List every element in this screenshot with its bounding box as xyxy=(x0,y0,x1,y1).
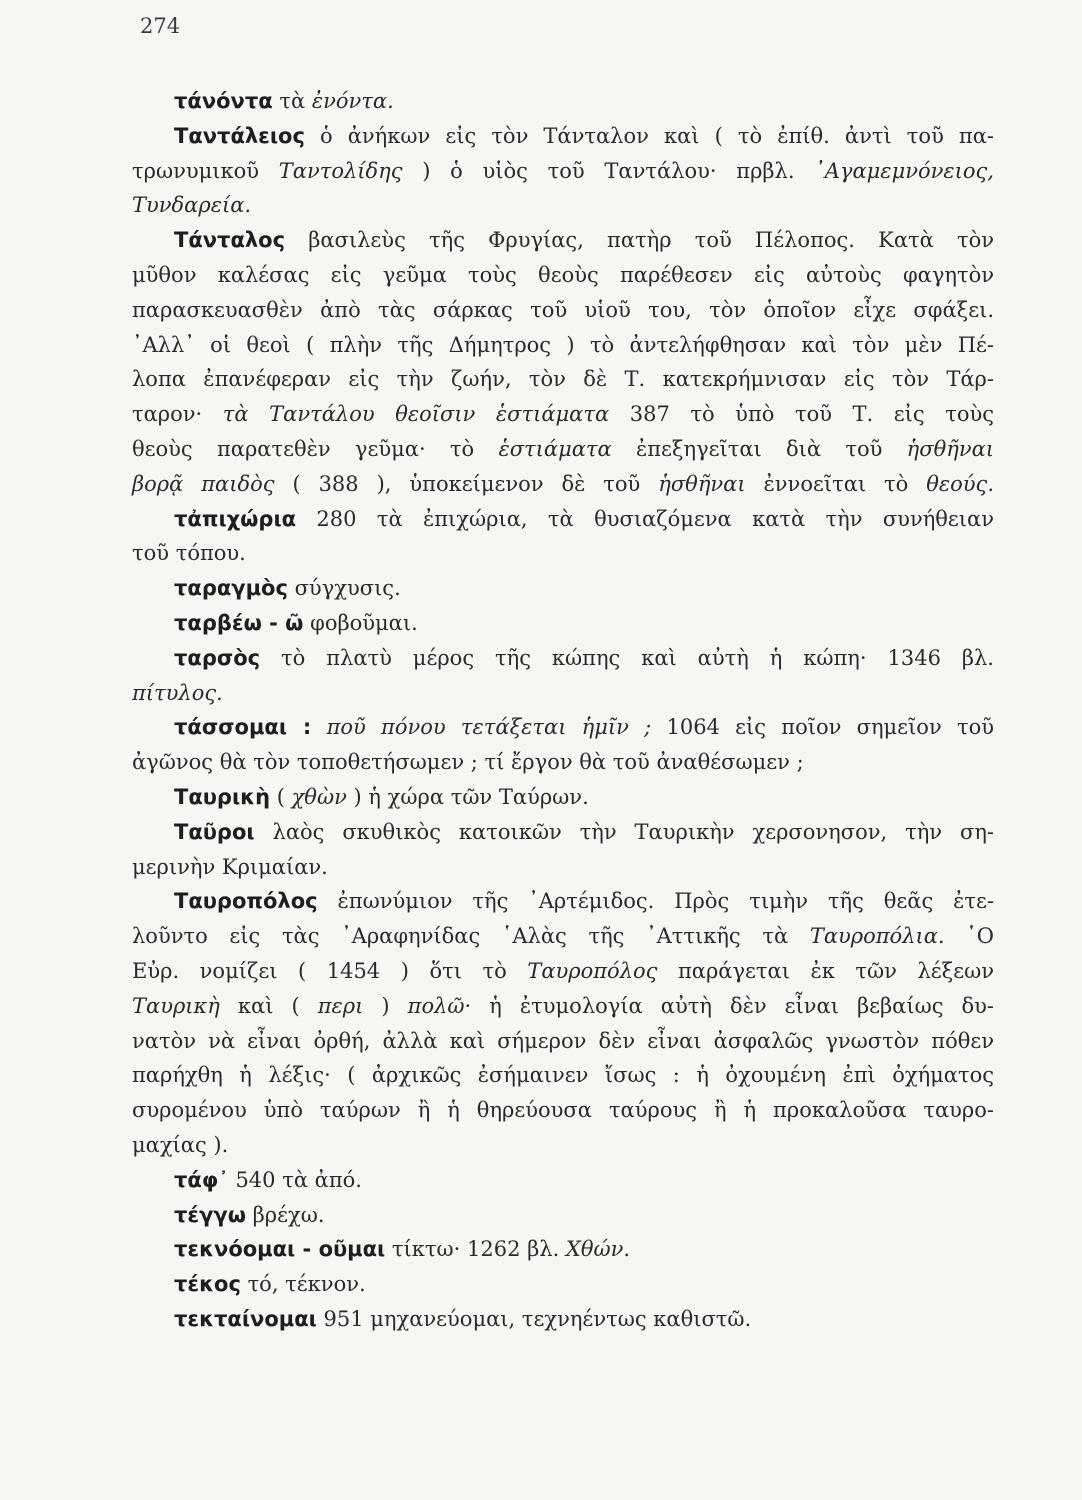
line-text: λαὸς σκυθικὸς κατοικῶν τὴν Ταυρικὴν χερσονησον, τὴν ση- xyxy=(254,819,994,844)
text-line xyxy=(132,884,994,919)
line-text: ) ἡ χώρα τῶν Ταύρων. xyxy=(346,784,589,809)
text-line xyxy=(132,1267,994,1302)
line-text: ἐννοεῖται τὸ xyxy=(745,471,927,496)
line-text: 387 τὸ ὑπὸ τοῦ Τ. εἰς τοὺς xyxy=(609,402,995,427)
text-line xyxy=(132,258,994,293)
line-text: λοπα ἐπανέφεραν εἰς τὴν ζωήν, τὸν δὲ Τ. κατεκρήμνισαν εἰς τὸν Τάρ- xyxy=(132,367,994,392)
text-line xyxy=(132,850,994,885)
headword: ταρβέω - ῶ xyxy=(174,610,304,635)
line-text: ἐπεξηγεῖται διὰ τοῦ xyxy=(611,436,907,461)
text-line xyxy=(132,362,994,397)
line-text: φοβοῦμαι. xyxy=(303,610,418,635)
italic-text: Ταυρικὴ xyxy=(132,993,220,1018)
italic-text: Ταυροπόλος xyxy=(527,958,658,983)
italic-text: περι xyxy=(317,993,364,1018)
italic-text: ᾿Αγαμεμνόνειος, xyxy=(814,158,994,183)
line-text: 540 τὰ ἀπό. xyxy=(228,1167,362,1192)
text-line xyxy=(132,328,994,363)
italic-text: Ταυροπόλια. xyxy=(809,924,945,949)
line-text: τὰ xyxy=(272,89,312,113)
line-text: συρομένου ὑπὸ ταύρων ἢ ἡ θηρεύουσα ταύρους ἢ ἡ προκαλοῦσα ταυρο- xyxy=(132,1098,994,1123)
italic-text: Χθών. xyxy=(565,1237,631,1262)
text-line xyxy=(132,119,994,154)
italic-text: ἡσθῆναι xyxy=(658,471,746,496)
text-line xyxy=(132,1232,994,1267)
line-text xyxy=(311,715,326,739)
headword: ταραγμὸς xyxy=(174,576,288,601)
text-line xyxy=(132,710,994,745)
italic-text: ἑστιάματα xyxy=(498,436,612,461)
headword: τεκνόομαι - οῦμαι xyxy=(174,1237,386,1262)
text-line xyxy=(132,780,994,815)
line-text: 1064 εἰς ποῖον σημεῖον τοῦ xyxy=(651,715,994,740)
line-text: ἀγῶνος θὰ τὸν τοποθετήσωμεν ; τί ἔργον θὰ τοῦ ἀναθέσωμεν ; xyxy=(132,750,804,775)
line-text: ) xyxy=(363,993,408,1018)
italic-text: Ταντολίδης xyxy=(278,158,403,183)
text-line xyxy=(132,919,994,954)
text-line xyxy=(132,954,994,989)
text-line xyxy=(132,815,994,850)
line-text: βασιλεὺς τῆς Φρυγίας, πατὴρ τοῦ Πέλοπος. Κατὰ τὸν xyxy=(285,228,994,253)
line-text: ὁ ἀνήκων εἰς τὸν Τάνταλον καὶ ( τὸ ἐπίθ. ἀντὶ τοῦ πα- xyxy=(304,123,994,148)
text-line xyxy=(132,1198,994,1233)
italic-text: βορᾷ παιδὸς xyxy=(132,471,275,496)
line-text: ) ὁ υἱὸς τοῦ Ταντάλου· πρβλ. xyxy=(402,158,815,183)
line-text: τό, τέκνον. xyxy=(240,1272,366,1297)
line-text: μῦθον καλέσας εἰς γεῦμα τοὺς θεοὺς παρέθεσεν εἰς αὐτοὺς φαγητὸν xyxy=(132,262,994,287)
italic-text: ποῦ πόνου τετάξεται ἡμῖν ; xyxy=(326,715,652,740)
italic-text: τὰ Ταντάλου θεοῖσιν ἑστιάματα xyxy=(222,402,610,427)
text-line xyxy=(132,1058,994,1093)
line-text: ( xyxy=(270,784,292,809)
headword: Ταῦροι xyxy=(174,819,255,844)
line-text: ᾿Αλλ᾿ οἱ θεοὶ ( πλὴν τῆς Δήμητρος ) τὸ ἀντελήφθησαν καὶ τὸν μὲν Πέ- xyxy=(132,332,994,357)
text-line xyxy=(132,676,994,711)
line-text: μαχίας ). xyxy=(132,1132,229,1157)
headword: τάνόντα xyxy=(174,89,273,113)
text-line xyxy=(132,1024,994,1059)
line-text: παράγεται ἐκ τῶν λέξεων xyxy=(657,958,994,983)
text-line xyxy=(132,745,994,780)
headword: τέκος xyxy=(174,1272,241,1297)
text-line xyxy=(132,1163,994,1198)
line-text: ῾Ο xyxy=(944,924,994,949)
line-text: τοῦ τόπου. xyxy=(132,541,246,566)
line-text: νατὸν νὰ εἶναι ὀρθή, ἀλλὰ καὶ σήμερον δὲν εἶναι ἀσφαλῶς γνωστὸν πόθεν xyxy=(132,1028,994,1053)
text-line xyxy=(132,1128,994,1163)
line-text: τίκτω· 1262 βλ. xyxy=(385,1237,566,1262)
line-text: σύγχυσις. xyxy=(287,576,401,601)
headword: Ταυροπόλος xyxy=(174,889,318,914)
text-line xyxy=(132,84,994,119)
text-line xyxy=(132,641,994,676)
line-text: τρωνυμικοῦ xyxy=(132,158,279,183)
headword: Ταυρικὴ xyxy=(174,784,271,809)
italic-text: ἡσθῆναι xyxy=(906,436,994,461)
headword: Ταντάλειος xyxy=(174,123,305,148)
headword: τἀπιχώρια xyxy=(174,506,297,531)
italic-text: πολῶ· xyxy=(407,993,472,1018)
headword: ταρσὸς xyxy=(174,645,261,670)
text-line xyxy=(132,293,994,328)
line-text: βρέχω. xyxy=(245,1202,325,1227)
headword: Τάνταλος xyxy=(174,228,286,253)
text-line xyxy=(132,223,994,258)
text-line xyxy=(132,989,994,1024)
text-line xyxy=(132,606,994,641)
line-text: λοῦντο εἰς τὰς ᾿Αραφηνίδας ῾Αλὰς τῆς ᾿Αττικῆς τὰ xyxy=(132,924,810,949)
line-text: 280 τὰ ἐπιχώρια, τὰ θυσιαζόμενα κατὰ τὴν συνήθειαν xyxy=(296,506,994,531)
headword: τεκταίνομαι xyxy=(174,1306,317,1331)
text-line xyxy=(132,154,994,189)
text-line xyxy=(132,397,994,432)
text-line xyxy=(132,188,994,223)
italic-text: ἐνόντα. xyxy=(311,89,394,113)
line-text: παρήχθη ἡ λέξις· ( ἀρχικῶς ἐσήμαινεν ἴσως : ἡ ὀχουμένη ἐπὶ ὀχήματος xyxy=(132,1063,994,1088)
text-line xyxy=(132,536,994,571)
line-text: ἡ ἐτυμολογία αὐτὴ δὲν εἶναι βεβαίως δυ- xyxy=(471,993,994,1018)
line-text: θεοὺς παρατεθὲν γεῦμα· τὸ xyxy=(132,436,499,461)
line-text: μερινὴν Κριμαίαν. xyxy=(132,854,328,879)
line-text: ταρον· xyxy=(132,402,223,427)
italic-text: Τυνδαρεία. xyxy=(132,193,252,218)
text-line xyxy=(132,1093,994,1128)
line-text: ( 388 ), ὑποκείμενον δὲ τοῦ xyxy=(274,471,659,496)
line-text: παρασκευασθὲν ἀπὸ τὰς σάρκας τοῦ υἱοῦ του, τὸν ὁποῖον εἶχε σφάξει. xyxy=(132,297,994,322)
headword: τέγγω xyxy=(174,1202,246,1227)
dictionary-text xyxy=(132,84,994,1337)
line-text: καὶ ( xyxy=(219,993,318,1018)
line-text: Εὐρ. νομίζει ( 1454 ) ὅτι τὸ xyxy=(132,958,528,983)
headword: τάσσομαι : xyxy=(174,715,312,740)
text-line xyxy=(132,502,994,537)
line-text: 951 μηχανεύομαι, τεχνηέντως καθιστῶ. xyxy=(316,1306,752,1331)
italic-text: πίτυλος. xyxy=(132,680,223,705)
text-line xyxy=(132,432,994,467)
text-line xyxy=(132,571,994,606)
text-line xyxy=(132,1302,994,1337)
headword: τάφ᾿ xyxy=(174,1167,229,1192)
italic-text: θεούς. xyxy=(926,471,994,496)
line-text: τὸ πλατὺ μέρος τῆς κώπης καὶ αὐτὴ ἡ κώπη· 1346 βλ. xyxy=(260,645,994,670)
line-text: ἐπωνύμιον τῆς ᾿Αρτέμιδος. Πρὸς τιμὴν τῆς θεᾶς ἐτε- xyxy=(317,889,994,914)
italic-text: χθὼν xyxy=(291,784,347,809)
page-number: 274 xyxy=(140,14,181,38)
text-line xyxy=(132,467,994,502)
